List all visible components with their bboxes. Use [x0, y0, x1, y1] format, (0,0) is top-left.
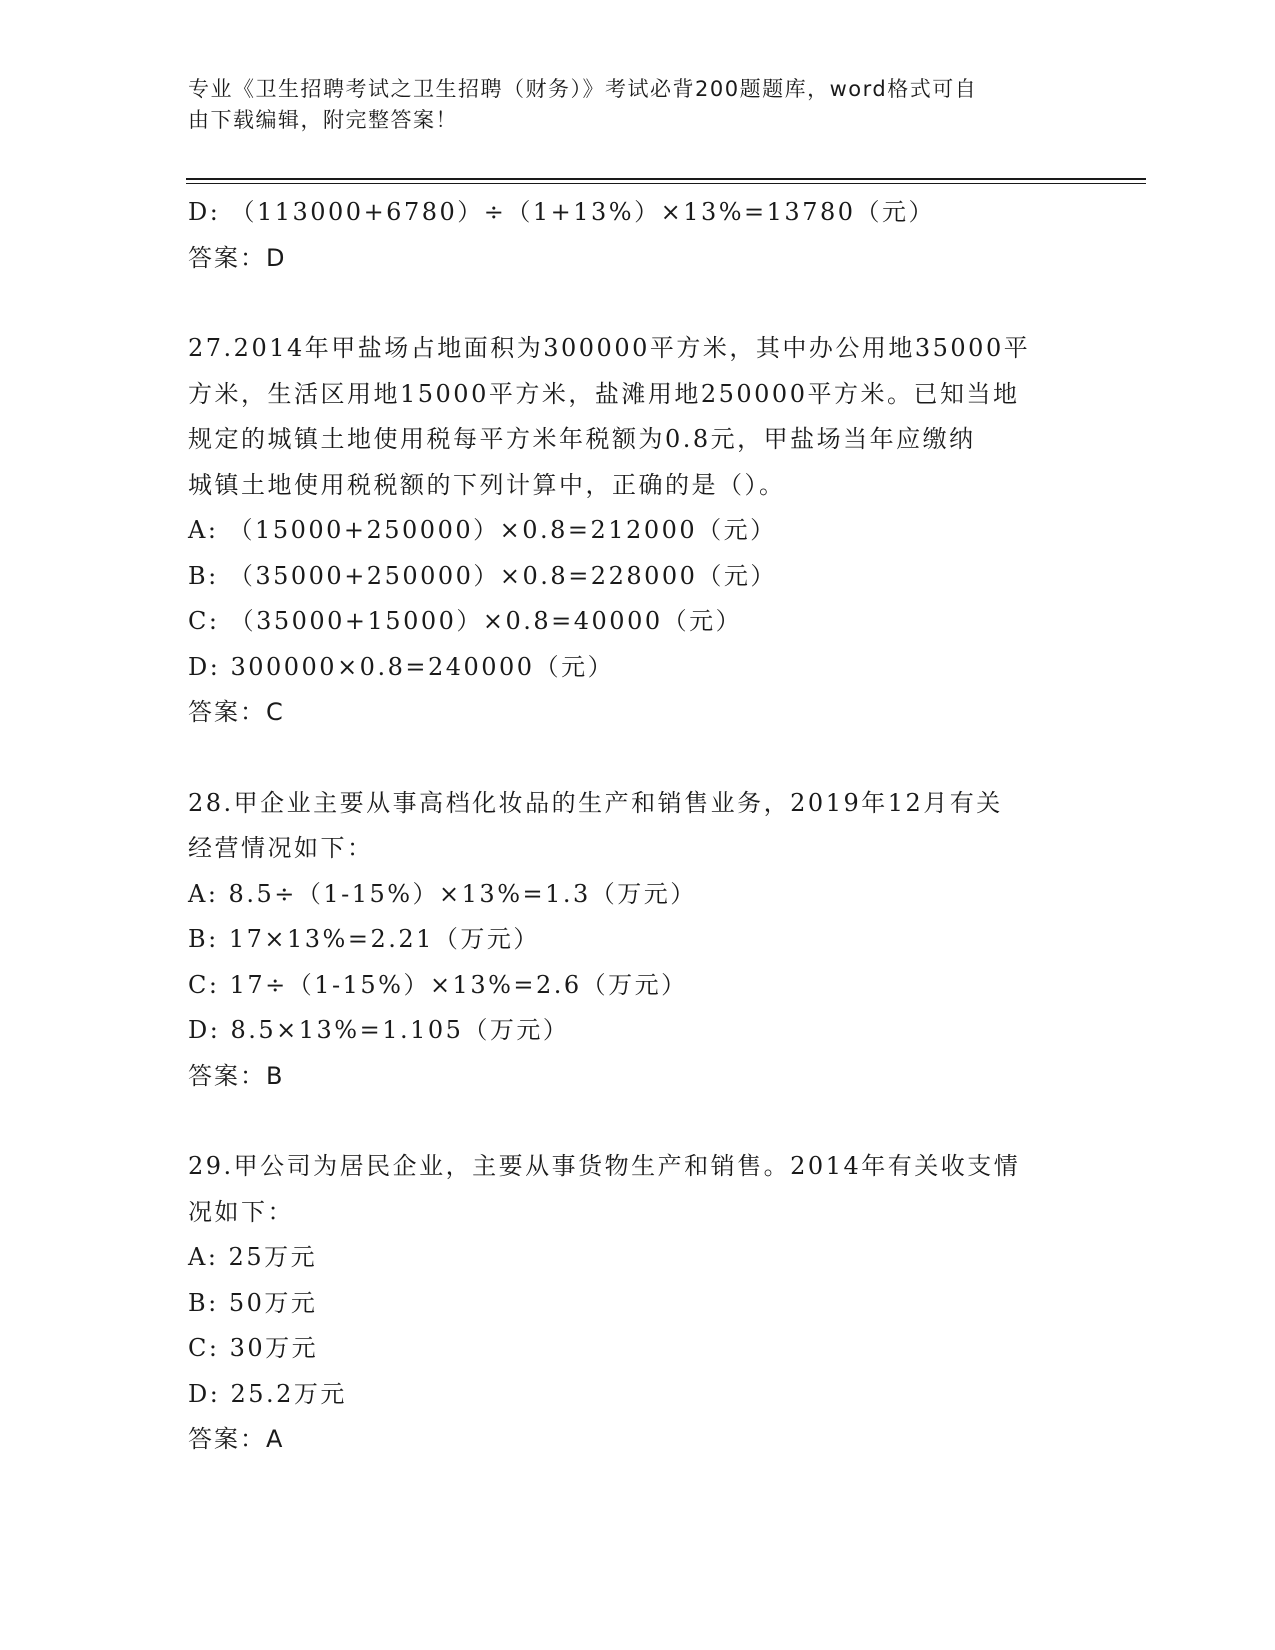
option-c: C: （35000+15000）×0.8=40000（元）: [188, 607, 743, 635]
answer: 答案：C: [188, 698, 285, 726]
question-28: [188, 781, 1088, 1100]
option-d: D: 25.2万元: [188, 1379, 347, 1408]
option-d: D: 300000×0.8=240000（元）: [188, 652, 615, 681]
option-a: A: 8.5÷（1-15%）×13%=1.3（万元）: [188, 879, 697, 908]
question-text-line: 28.甲企业主要从事高档化妆品的生产和销售业务，2019年12月有关: [188, 788, 1003, 817]
document-body: [188, 190, 1088, 1463]
question-text-line: 经营情况如下：: [188, 834, 374, 862]
question-text-line: 规定的城镇土地使用税每平方米年税额为0.8元，甲盐场当年应缴纳: [188, 425, 976, 453]
spacer: [188, 281, 1088, 326]
question-text-line: 况如下：: [188, 1197, 294, 1226]
question-29: [188, 1144, 1088, 1463]
answer: 答案：D: [188, 243, 287, 272]
option-a: A: 25万元: [188, 1243, 318, 1271]
page-header: [188, 74, 1068, 136]
answer: 答案：B: [188, 1061, 285, 1090]
spacer: [188, 1099, 1088, 1144]
header-rule-thin: [186, 183, 1146, 184]
header-line-1: 专业《卫生招聘考试之卫生招聘（财务）》考试必背200题题库，word格式可自: [188, 77, 978, 101]
option-a: A: （15000+250000）×0.8=212000（元）: [188, 516, 777, 544]
question-text-line: 29.甲公司为居民企业，主要从事货物生产和销售。2014年有关收支情: [188, 1152, 1021, 1180]
header-rule-thick: [186, 178, 1146, 180]
header-line-2: 由下载编辑，附完整答案！: [188, 108, 458, 132]
option-b: B: 50万元: [188, 1288, 318, 1317]
spacer: [188, 736, 1088, 781]
option-b: B: 17×13%=2.21（万元）: [188, 925, 540, 953]
previous-question-tail: [188, 190, 1088, 281]
option-d: D: （113000+6780）÷（1+13%）×13%=13780（元）: [188, 198, 936, 226]
question-text-line: 方米，生活区用地15000平方米，盐滩用地250000平方米。已知当地: [188, 379, 1020, 408]
answer: 答案：A: [188, 1425, 285, 1453]
option-b: B: （35000+250000）×0.8=228000（元）: [188, 561, 777, 590]
option-c: C: 17÷（1-15%）×13%=2.6（万元）: [188, 970, 688, 999]
question-27: [188, 326, 1088, 736]
question-text-line: 城镇土地使用税税额的下列计算中，正确的是（）。: [188, 470, 786, 499]
option-d: D: 8.5×13%=1.105（万元）: [188, 1016, 570, 1044]
question-text-line: 27.2014年甲盐场占地面积为300000平方米，其中办公用地35000平: [188, 334, 1031, 362]
option-c: C: 30万元: [188, 1334, 319, 1362]
